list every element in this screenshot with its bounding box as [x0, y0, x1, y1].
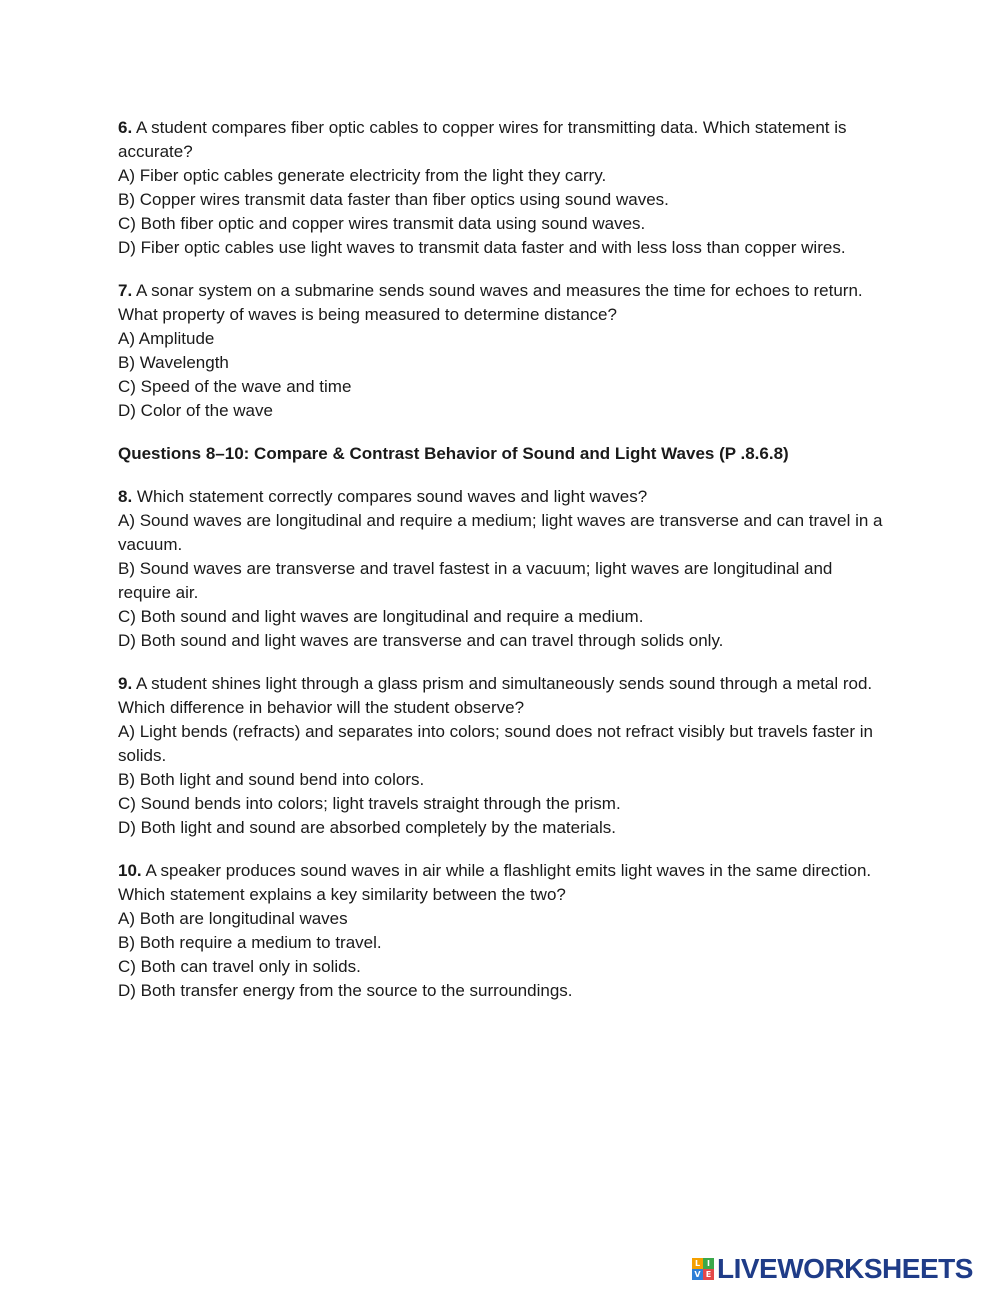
question-8 [118, 485, 888, 653]
option-c: C) Sound bends into colors; light travels straight through the prism. [118, 794, 621, 813]
option-d: D) Both sound and light waves are transverse and can travel through solids only. [118, 631, 724, 650]
option-a: A) Amplitude [118, 329, 215, 348]
worksheet-page [118, 116, 888, 1022]
option-b: B) Both light and sound bend into colors. [118, 770, 425, 789]
option-b: B) Both require a medium to travel. [118, 933, 382, 952]
option-a: A) Sound waves are longitudinal and require a medium; light waves are transverse and can travel in a vacuum. [118, 511, 883, 554]
question-number: 10. [118, 861, 142, 880]
option-c: C) Speed of the wave and time [118, 377, 352, 396]
option-d: D) Both transfer energy from the source to the surroundings. [118, 981, 573, 1000]
liveworksheets-logo [692, 1254, 973, 1284]
question-7 [118, 279, 888, 423]
question-stem [118, 485, 888, 509]
section-heading: Questions 8–10: Compare & Contrast Behavior of Sound and Light Waves (P .8.6.8) [118, 444, 789, 463]
question-text: A student shines light through a glass prism and simultaneously sends sound through a metal rod. Which difference in behavior will the student observe? [118, 674, 873, 717]
question-number: 6. [118, 118, 133, 137]
logo-letter-v: V [692, 1269, 703, 1280]
question-text: A speaker produces sound waves in air while a flashlight emits light waves in the same direction. Which statement explains a key similarity between the two? [118, 861, 872, 904]
liveworksheets-logo-icon [692, 1258, 714, 1280]
logo-letter-l: L [692, 1258, 703, 1269]
option-d: D) Fiber optic cables use light waves to transmit data faster and with less loss than copper wires. [118, 238, 846, 257]
option-a: A) Fiber optic cables generate electricity from the light they carry. [118, 166, 607, 185]
option-b: B) Copper wires transmit data faster than fiber optics using sound waves. [118, 190, 669, 209]
option-c: C) Both can travel only in solids. [118, 957, 361, 976]
option-d: D) Both light and sound are absorbed completely by the materials. [118, 818, 616, 837]
option-a: A) Light bends (refracts) and separates into colors; sound does not refract visibly but travels faster in solids. [118, 722, 873, 765]
question-number: 9. [118, 674, 133, 693]
question-stem [118, 859, 888, 907]
question-6 [118, 116, 888, 260]
logo-letter-i: I [703, 1258, 714, 1269]
question-number: 7. [118, 281, 133, 300]
question-stem [118, 116, 888, 164]
option-c: C) Both sound and light waves are longitudinal and require a medium. [118, 607, 644, 626]
question-number: 8. [118, 487, 133, 506]
question-text: A sonar system on a submarine sends sound waves and measures the time for echoes to return. What property of waves is being measured to determine distance? [118, 281, 863, 324]
question-text: A student compares fiber optic cables to copper wires for transmitting data. Which statement is accurate? [118, 118, 847, 161]
question-10 [118, 859, 888, 1003]
option-b: B) Wavelength [118, 353, 229, 372]
option-a: A) Both are longitudinal waves [118, 909, 348, 928]
question-stem [118, 279, 888, 327]
option-d: D) Color of the wave [118, 401, 273, 420]
question-stem [118, 672, 888, 720]
logo-letter-e: E [703, 1269, 714, 1280]
liveworksheets-logo-text: LIVEWORKSHEETS [717, 1253, 973, 1284]
question-text: Which statement correctly compares sound waves and light waves? [136, 487, 648, 506]
question-9 [118, 672, 888, 840]
option-b: B) Sound waves are transverse and travel fastest in a vacuum; light waves are longitudinal and require air. [118, 559, 833, 602]
option-c: C) Both fiber optic and copper wires transmit data using sound waves. [118, 214, 646, 233]
